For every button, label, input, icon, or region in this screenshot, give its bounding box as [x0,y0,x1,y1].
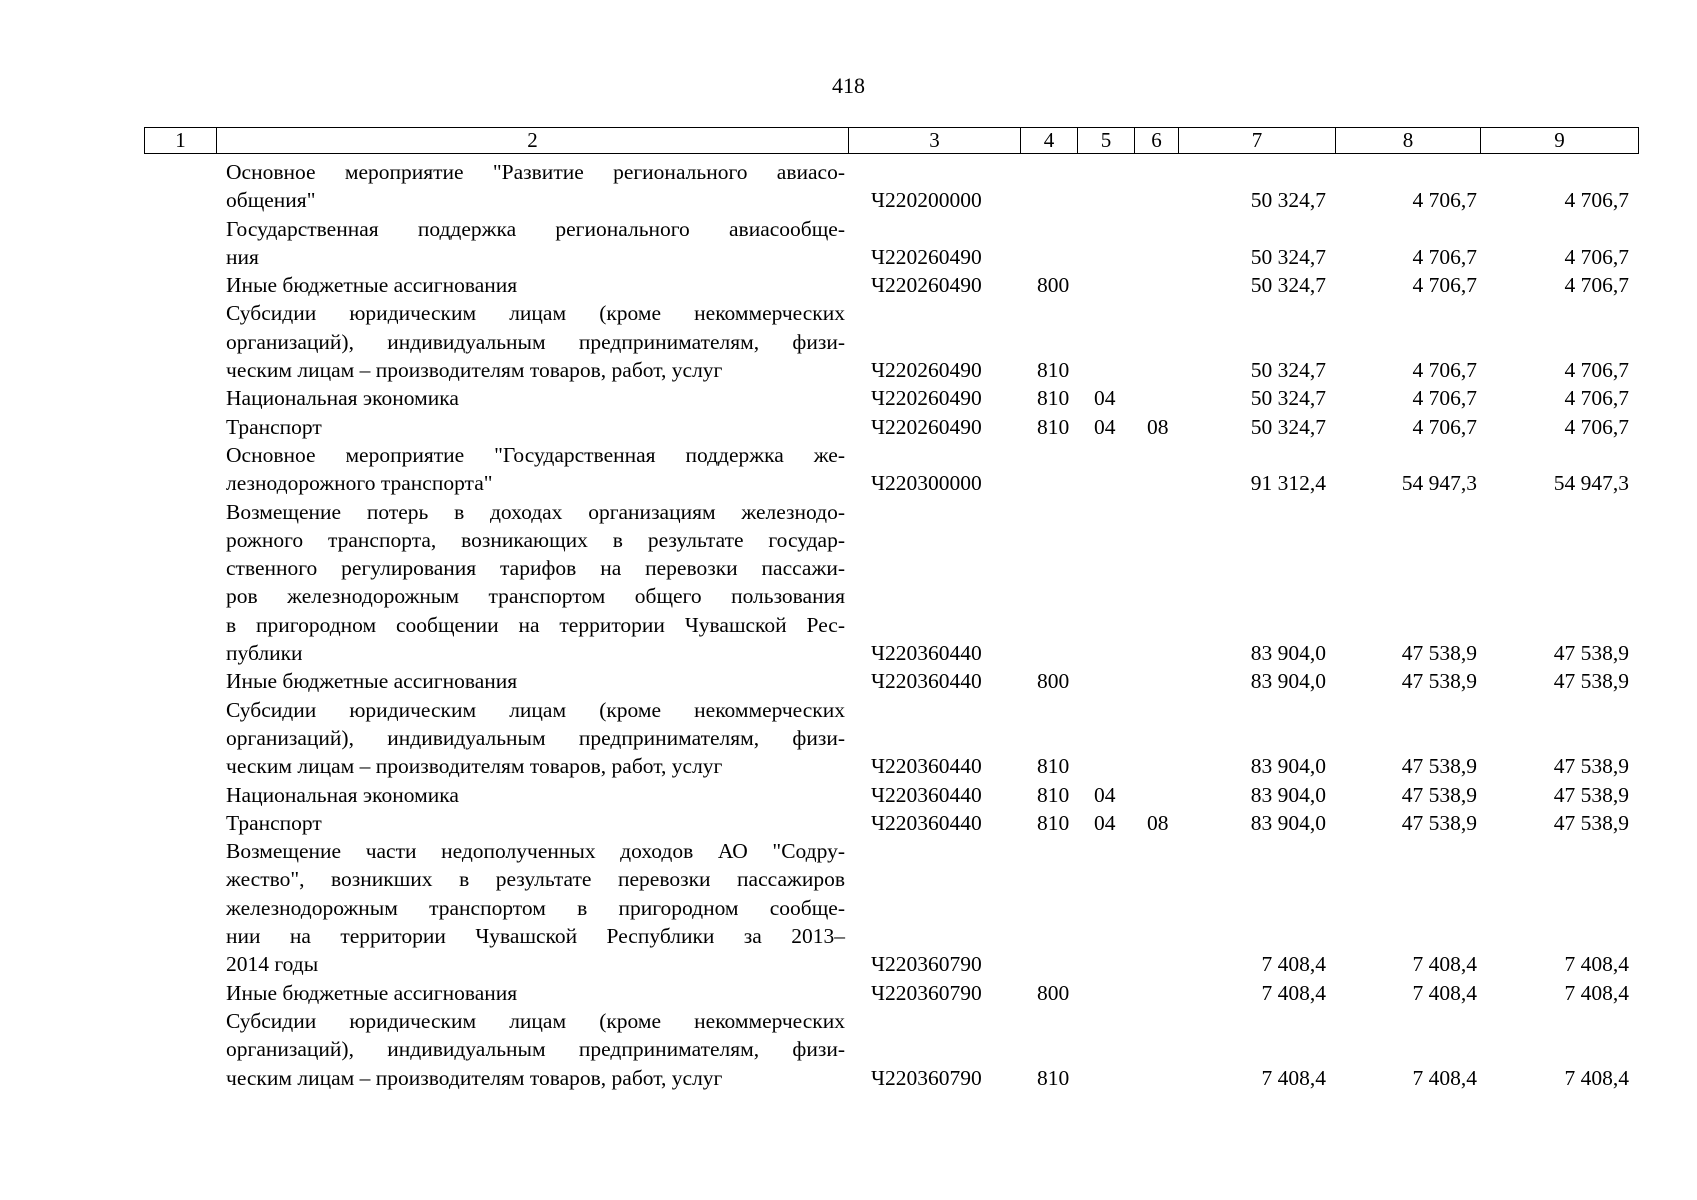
target-article-code: Ч220360440 [871,782,982,807]
row-description [226,809,845,837]
expense-type-code: 810 [1037,1065,1070,1090]
section-code: 04 [1094,810,1116,835]
description-line: Национальная экономика [226,782,459,807]
amount-col-8: 4 706,7 [1412,188,1477,213]
description-line: 2014 годы [226,952,319,977]
amount-col-9: 7 408,4 [1564,1065,1629,1090]
header-cell-1: 1 [145,128,217,154]
header-cell-9: 9 [1481,128,1639,154]
table-row [0,979,1697,1007]
amount-col-9: 4 706,7 [1564,386,1629,411]
table-row [0,498,1697,668]
target-article-code: Ч220260490 [871,273,982,298]
table-row [0,809,1697,837]
amount-col-7: 7 408,4 [1261,952,1326,977]
header-cell-5: 5 [1078,128,1135,154]
description-line: ния [226,244,259,269]
row-description [226,667,845,695]
target-article-code: Ч220260490 [871,386,982,411]
description-line: общения" [226,188,316,213]
amount-col-8: 47 538,9 [1401,754,1477,779]
table-row [0,696,1697,781]
description-line: Субсидии юридическим лицам (кроме некоммерческих [226,301,845,326]
row-description [226,979,845,1007]
description-line: организаций), индивидуальным предпринимателям, физи- [226,725,845,750]
target-article-code: Ч220260490 [871,244,982,269]
description-line: организаций), индивидуальным предпринимателям, физи- [226,1037,845,1062]
row-description [226,158,845,215]
amount-col-7: 83 904,0 [1250,782,1326,807]
amount-col-7: 50 324,7 [1250,273,1326,298]
subsection-code: 08 [1147,414,1169,439]
row-description [226,837,845,978]
expense-type-code: 800 [1037,980,1070,1005]
table-row [0,158,1697,215]
amount-col-9: 47 538,9 [1553,669,1629,694]
amount-col-9: 7 408,4 [1564,952,1629,977]
amount-col-8: 7 408,4 [1412,1065,1477,1090]
description-line: Транспорт [226,810,322,835]
amount-col-7: 83 904,0 [1250,810,1326,835]
description-line: жество", возникших в результате перевозки пассажиров [226,867,845,892]
target-article-code: Ч220260490 [871,414,982,439]
amount-col-7: 83 904,0 [1250,669,1326,694]
description-line: Основное мероприятие "Развитие регионального авиасо- [226,160,845,184]
description-line: Иные бюджетные ассигнования [226,273,518,298]
target-article-code: Ч220360440 [871,641,982,666]
amount-col-7: 83 904,0 [1250,754,1326,779]
description-line: Транспорт [226,414,322,439]
section-code: 04 [1094,414,1116,439]
table-row [0,837,1697,978]
target-article-code: Ч220360440 [871,754,982,779]
amount-col-8: 4 706,7 [1412,414,1477,439]
table-row [0,781,1697,809]
amount-col-9: 4 706,7 [1564,244,1629,269]
description-line: нии на территории Чувашской Республики за 2013– [226,924,845,949]
expense-type-code: 810 [1037,810,1070,835]
description-line: Иные бюджетные ассигнования [226,980,518,1005]
section-code: 04 [1094,386,1116,411]
target-article-code: Ч220360790 [871,952,982,977]
expense-type-code: 810 [1037,782,1070,807]
amount-col-8: 47 538,9 [1401,641,1477,666]
description-line: организаций), индивидуальным предпринимателям, физи- [226,329,845,354]
table-row [0,271,1697,299]
table-row [0,1007,1697,1092]
amount-col-9: 47 538,9 [1553,810,1629,835]
section-code: 04 [1094,782,1116,807]
row-description [226,413,845,441]
description-line: ческим лицам – производителям товаров, работ, услуг [226,1065,723,1090]
target-article-code: Ч220360440 [871,669,982,694]
amount-col-8: 4 706,7 [1412,386,1477,411]
amount-col-8: 47 538,9 [1401,669,1477,694]
table-row [0,667,1697,695]
page-number: 418 [832,73,865,98]
row-description [226,498,845,668]
target-article-code: Ч220200000 [871,188,982,213]
budget-table-body [0,158,1697,1092]
amount-col-7: 91 312,4 [1250,471,1326,496]
expense-type-code: 810 [1037,754,1070,779]
amount-col-8: 4 706,7 [1412,358,1477,383]
description-line: рожного транспорта, возникающих в результате государ- [226,527,845,552]
amount-col-8: 7 408,4 [1412,980,1477,1005]
expense-type-code: 810 [1037,414,1070,439]
header-cell-7: 7 [1179,128,1336,154]
expense-type-code: 810 [1037,358,1070,383]
description-line: публики [226,641,303,666]
row-description [226,441,845,498]
row-description [226,299,845,384]
amount-col-8: 4 706,7 [1412,273,1477,298]
table-row [0,413,1697,441]
description-line: лезнодорожного транспорта" [226,471,493,496]
header-row [145,128,1639,154]
expense-type-code: 800 [1037,273,1070,298]
amount-col-8: 47 538,9 [1401,810,1477,835]
amount-col-9: 7 408,4 [1564,980,1629,1005]
description-line: ров железнодорожным транспортом общего пользования [226,584,845,609]
amount-col-8: 7 408,4 [1412,952,1477,977]
amount-col-9: 47 538,9 [1553,754,1629,779]
row-description [226,384,845,412]
target-article-code: Ч220300000 [871,471,982,496]
description-line: Возмещение части недополученных доходов АО "Содру- [226,839,845,864]
amount-col-7: 50 324,7 [1250,386,1326,411]
header-cell-8: 8 [1336,128,1481,154]
target-article-code: Ч220260490 [871,358,982,383]
amount-col-9: 4 706,7 [1564,414,1629,439]
table-row [0,441,1697,498]
expense-type-code: 810 [1037,386,1070,411]
description-line: железнодорожным транспортом в пригородном сообще- [226,895,845,920]
description-line: Возмещение потерь в доходах организациям железнодо- [226,499,845,524]
description-line: Национальная экономика [226,386,459,411]
row-description [226,215,845,272]
amount-col-9: 54 947,3 [1553,471,1629,496]
description-line: ственного регулирования тарифов на перевозки пассажи- [226,556,845,581]
table-row [0,299,1697,384]
description-line: в пригородном сообщении на территории Чувашской Рес- [226,612,845,637]
column-header-table [144,127,1639,154]
header-cell-2: 2 [217,128,849,154]
amount-col-9: 47 538,9 [1553,782,1629,807]
amount-col-7: 50 324,7 [1250,414,1326,439]
description-line: ческим лицам – производителям товаров, работ, услуг [226,754,723,779]
amount-col-8: 47 538,9 [1401,782,1477,807]
row-description [226,1007,845,1092]
description-line: Субсидии юридическим лицам (кроме некоммерческих [226,1008,845,1033]
row-description [226,271,845,299]
header-cell-3: 3 [849,128,1021,154]
target-article-code: Ч220360790 [871,980,982,1005]
description-line: Государственная поддержка регионального авиасообще- [226,216,845,241]
row-description [226,696,845,781]
amount-col-7: 7 408,4 [1261,1065,1326,1090]
amount-col-9: 4 706,7 [1564,358,1629,383]
description-line: ческим лицам – производителям товаров, работ, услуг [226,358,723,383]
table-row [0,384,1697,412]
amount-col-7: 83 904,0 [1250,641,1326,666]
amount-col-9: 4 706,7 [1564,273,1629,298]
subsection-code: 08 [1147,810,1169,835]
row-description [226,781,845,809]
amount-col-7: 50 324,7 [1250,244,1326,269]
amount-col-7: 7 408,4 [1261,980,1326,1005]
description-line: Иные бюджетные ассигнования [226,669,518,694]
description-line: Основное мероприятие "Государственная поддержка же- [226,442,845,467]
table-row [0,215,1697,272]
amount-col-7: 50 324,7 [1250,188,1326,213]
expense-type-code: 800 [1037,669,1070,694]
amount-col-9: 4 706,7 [1564,188,1629,213]
target-article-code: Ч220360790 [871,1065,982,1090]
amount-col-8: 54 947,3 [1401,471,1477,496]
header-cell-6: 6 [1135,128,1179,154]
amount-col-9: 47 538,9 [1553,641,1629,666]
amount-col-8: 4 706,7 [1412,244,1477,269]
header-cell-4: 4 [1021,128,1078,154]
description-line: Субсидии юридическим лицам (кроме некоммерческих [226,697,845,722]
amount-col-7: 50 324,7 [1250,358,1326,383]
target-article-code: Ч220360440 [871,810,982,835]
